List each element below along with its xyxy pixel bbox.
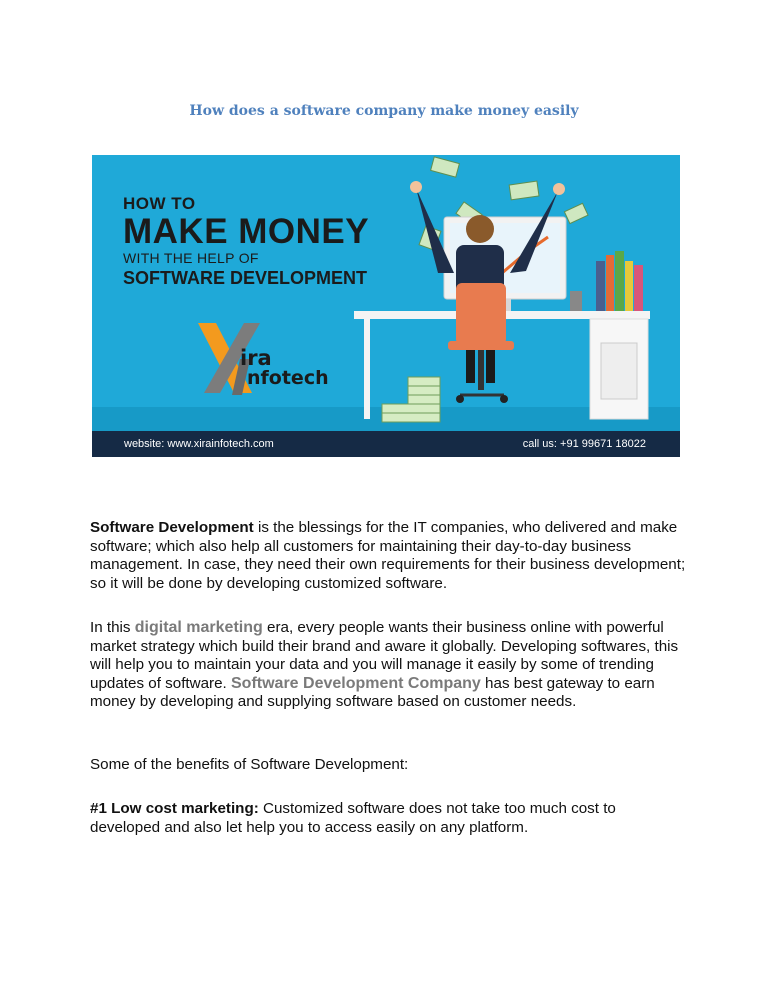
- phone-text: call us: +91 99671 18022: [522, 438, 646, 450]
- money-stacks: [382, 377, 440, 422]
- brand-name-bottom: nfotech: [247, 367, 329, 389]
- paragraph2-end: has best gateway to earn money by developing and supplying software based on customer needs.: [90, 674, 655, 711]
- paragraph2-intro: In this: [90, 619, 135, 636]
- headline-line4: SOFTWARE DEVELOPMENT: [123, 268, 368, 288]
- benefit-1-heading: #1 Low cost marketing:: [90, 800, 259, 817]
- benefit-1-text: Customized software does not take too much cost to developed and also let help you to access easily on any platform.: [90, 800, 616, 836]
- software-development-company-link[interactable]: Software Development Company: [231, 674, 481, 692]
- brand-name-top: ira: [240, 346, 272, 370]
- headline-line2: MAKE MONEY: [123, 212, 370, 251]
- office-chair: [448, 283, 514, 403]
- headline-line1: HOW TO: [123, 194, 196, 213]
- banner-image: [92, 155, 680, 457]
- banner-footer: [92, 431, 680, 457]
- paragraph-intro-text: is the blessings for the IT companies, who delivered and make software; which also help all customers for maintaining their day-to-day business management. In case, they need their own requirements for their business development; so it will be done by developing customized software.: [90, 519, 686, 592]
- software-development-lead: Software Development: [90, 519, 254, 536]
- website-text: website: www.xirainfotech.com: [124, 438, 274, 450]
- banner-headline: [123, 195, 369, 287]
- paragraph-intro: [90, 519, 690, 593]
- digital-marketing-link[interactable]: digital marketing: [134, 619, 263, 636]
- paragraph-digital-marketing: [90, 619, 690, 712]
- headline-line3: WITH THE HELP OF: [123, 250, 259, 266]
- paragraph2-middle: era, every people wants their business online with powerful market strategy which build their brand and aware it globally. Developing softwares, this will help you to maintain your data and you will manage it easily by some of trending updates of software.: [90, 619, 679, 692]
- books: [596, 251, 643, 311]
- paragraph-benefit-1: [90, 800, 690, 837]
- benefits-intro-text: Some of the benefits of Software Development:: [90, 756, 409, 773]
- paragraph-benefits-intro: [90, 756, 690, 775]
- page-title: How does a software company make money easily: [189, 103, 579, 119]
